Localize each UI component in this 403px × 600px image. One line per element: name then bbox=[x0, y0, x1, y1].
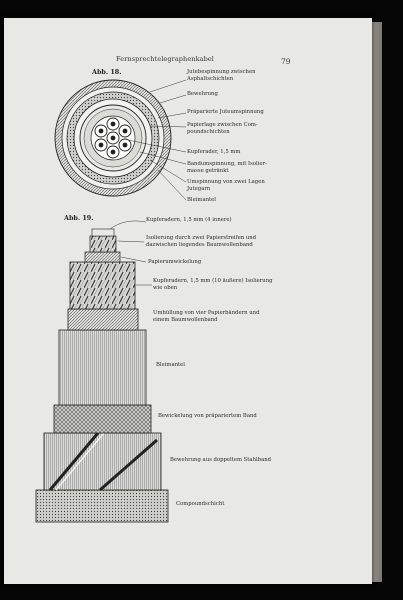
callout-jute-yarn: Umspinnung von zwei Lagen Jutegarn bbox=[187, 179, 265, 192]
callout-inner-conductors: Kupferadern, 1,5 mm (4 innere) bbox=[146, 217, 232, 223]
callout-lead-sheath-19: Bleimantel bbox=[156, 362, 185, 368]
callout-prepared-jute: Präparierte Juteumspinnung bbox=[187, 109, 264, 115]
callout-lead-sheath-18: Bleimantel bbox=[187, 197, 216, 203]
running-header: Fernsprechtelegraphenkabel bbox=[116, 55, 214, 63]
callout-outer-conductors: Kupferadern, 1,5 mm (10 äußere) Isolierung wie oben bbox=[153, 278, 273, 291]
callout-armour: Bewehrung bbox=[187, 91, 218, 97]
figure-18-label: Abb. 18. bbox=[92, 68, 122, 76]
cross-section-diagram bbox=[55, 80, 186, 200]
callout-steel-armour: Bewehrung aus doppeltem Stahlband bbox=[170, 457, 272, 463]
stepped-cable-diagram bbox=[36, 221, 168, 522]
callout-insulation: Isolierung durch zwei Papierstreifen und dazwischen liegendes Baumwollenband bbox=[146, 235, 257, 248]
figure-19-label: Abb. 19. bbox=[64, 214, 94, 222]
page-number: 79 bbox=[281, 57, 291, 66]
callout-prepared-band: Bewickelung von präpariertem Band bbox=[158, 413, 257, 419]
callout-copper-core: Kupferader, 1,5 mm bbox=[187, 149, 241, 155]
callout-paper-compound: Papierlage zwischen Com- poundschichten bbox=[187, 122, 258, 135]
callout-jute-asphalt: Jutebespinnung zwischen Asphaltschichten bbox=[187, 69, 256, 82]
callout-paper-bands: Umhüllung von vier Papierbändern und einem Baumwollenband bbox=[153, 310, 260, 323]
callout-compound-layer: Compoundschicht bbox=[176, 501, 225, 507]
callout-paper-wrap: Papierumwickelung bbox=[148, 259, 202, 265]
callout-band-winding: Bandumspinnung, mit Isolier- masse getränkt bbox=[187, 161, 267, 174]
